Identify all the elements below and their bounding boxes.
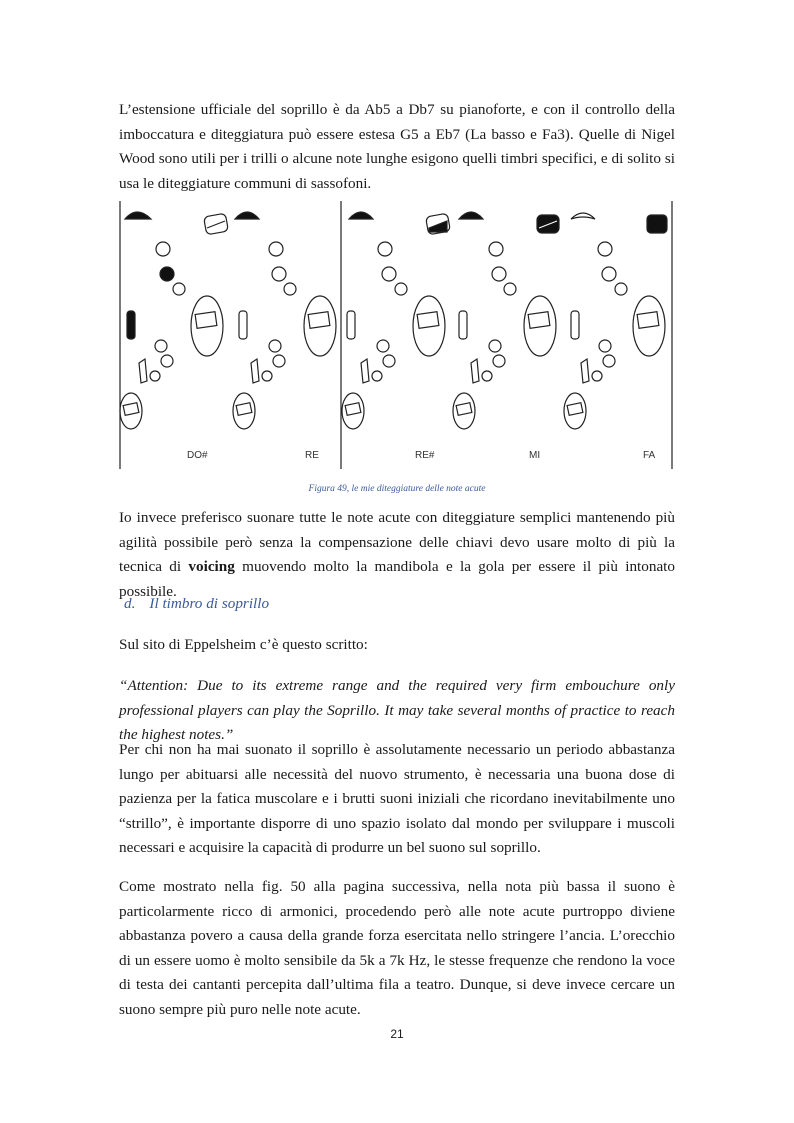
figure-label-re: RE [305, 450, 319, 461]
figure-label-mi: MI [529, 450, 541, 461]
paragraph-voicing-part2: muovendo molto la mandibola e la gola per essere il più intonato possibile. [119, 558, 675, 600]
figure-label-fa: FA [643, 450, 656, 461]
section-number: d. [124, 595, 136, 612]
paragraph-eppelsheim: Sul sito di Eppelsheim c’è questo scritto: [119, 636, 368, 653]
figure-label-do-sharp: DO# [187, 450, 208, 461]
page-number: 21 [390, 1027, 404, 1041]
paragraph-range: L’estensione ufficiale del soprillo è da Ab5 a Db7 su pianoforte, e con il controllo della imboccatura e diteggiatura può essere estesa G5 a Eb7 (La basso e Fa3). Quelle di Nigel Wood sono utili per i trilli o alcune note lunghe esigono quelli timbri specifici, e di solito si usa le diteggiature communi di sassofoni. [119, 101, 675, 192]
figure-caption: Figura 49, le mie diteggiature delle note acute [308, 484, 486, 494]
section-heading [124, 595, 269, 613]
paragraph-harmonics: Come mostrato nella fig. 50 alla pagina successiva, nella nota più bassa il suono è particolarmente ricco di armonici, procedendo però alle note acute purtroppo diviene abbastanza povero a causa della grande forza esercitata nello stringere l’ancia. L’orecchio di un essere uomo è molto sensibile da 5k a 7k Hz, le stesse frequenze che rendono la voce di testa dei cantanti percepita dall’ultima fila a teatro. Dunque, si deve invece cercare un suono sempre più puro nelle note acute. [119, 878, 675, 1018]
paragraph-voicing-part1: Io invece preferisco suonare tutte le note acute con diteggiature semplici mantenendo più agilità possibile però senza la compensazione delle chiavi devo usare molto di più la tecnica di [119, 509, 675, 575]
paragraph-learning: Per chi non ha mai suonato il soprillo è assolutamente necessario un periodo abbastanza lungo per abituarsi alle necessità del nuovo strumento, è necessaria una buona dose di pazienza per la fatica muscolare e i brutti suoni iniziali che ricordano inevitabilmente uno “strillo”, è importante disporre di uno spazio isolato dal mondo per sviluppare i muscoli necessari e acquisire la capacità di produrre un bel suono sul soprillo. [119, 741, 675, 856]
quote-attention: “Attention: Due to its extreme range and the required very firm embouchure only professional players can play the Soprillo. It may take several months of practice to reach the highest notes.” [119, 677, 675, 743]
fingering-diagram [119, 201, 675, 471]
paragraph-voicing [119, 506, 675, 604]
figure-label-re-sharp: RE# [415, 450, 435, 461]
voicing-term: voicing [188, 558, 235, 575]
fingering-figure [119, 201, 675, 471]
section-title: Il timbro di soprillo [149, 595, 270, 612]
